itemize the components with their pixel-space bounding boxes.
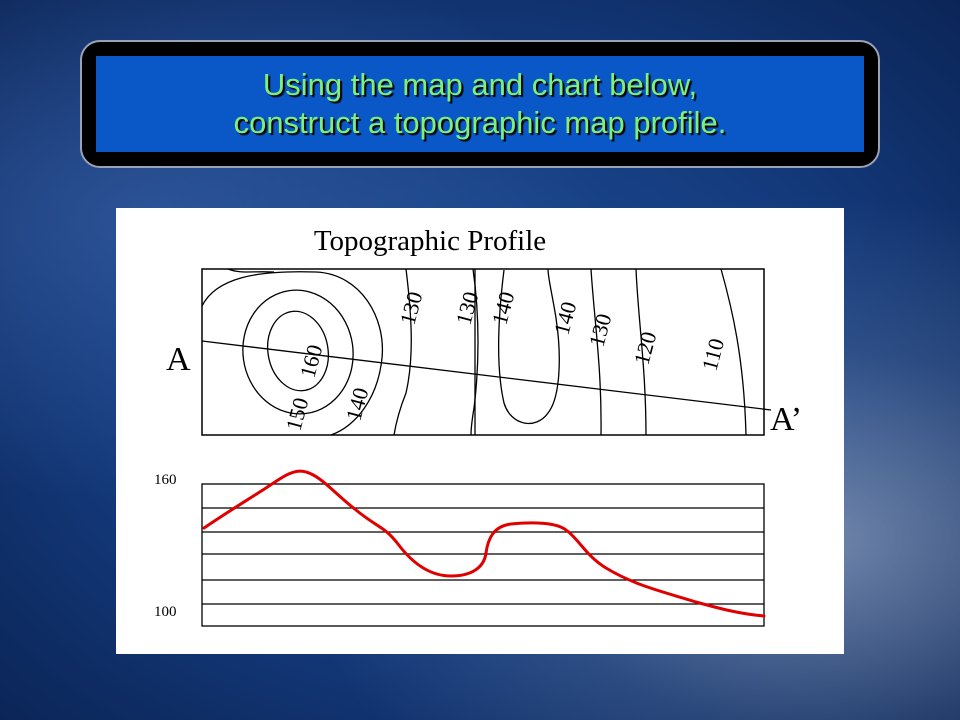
title-line-1: Using the map and chart below, [262, 67, 698, 102]
contour-label-130-left: 130 [394, 288, 428, 328]
topographic-figure-svg [116, 208, 844, 654]
profile-grid-frame [202, 484, 764, 626]
profile-grid [202, 484, 764, 626]
figure-heading: Topographic Profile [313, 225, 547, 257]
contour-label-130-mid: 130 [450, 288, 484, 328]
contour-label-140-left: 140 [340, 384, 374, 424]
contour-label-110: 110 [696, 335, 730, 374]
point-a-label: A [166, 341, 191, 378]
contour-labels [281, 289, 729, 433]
contour-label-140-right: 140 [548, 298, 582, 338]
contour-label-150: 150 [280, 394, 314, 434]
profile-axis-bottom-label: 100 [154, 604, 177, 620]
contour-130-right [591, 269, 601, 435]
point-a-prime-label: A’ [770, 401, 803, 438]
profile-curve [204, 471, 764, 616]
topographic-figure [116, 208, 844, 654]
contour-label-130-right: 130 [583, 310, 617, 350]
profile-axis-top-label: 160 [154, 472, 177, 488]
contour-label-160: 160 [294, 341, 328, 381]
title-panel [96, 56, 864, 152]
contour-label-140-mid: 140 [486, 288, 520, 328]
contour-label-120: 120 [628, 328, 662, 368]
contour-140-elongated [499, 269, 560, 423]
title-line-2: construct a topographic map profile. [233, 105, 727, 140]
title-banner [80, 40, 880, 168]
